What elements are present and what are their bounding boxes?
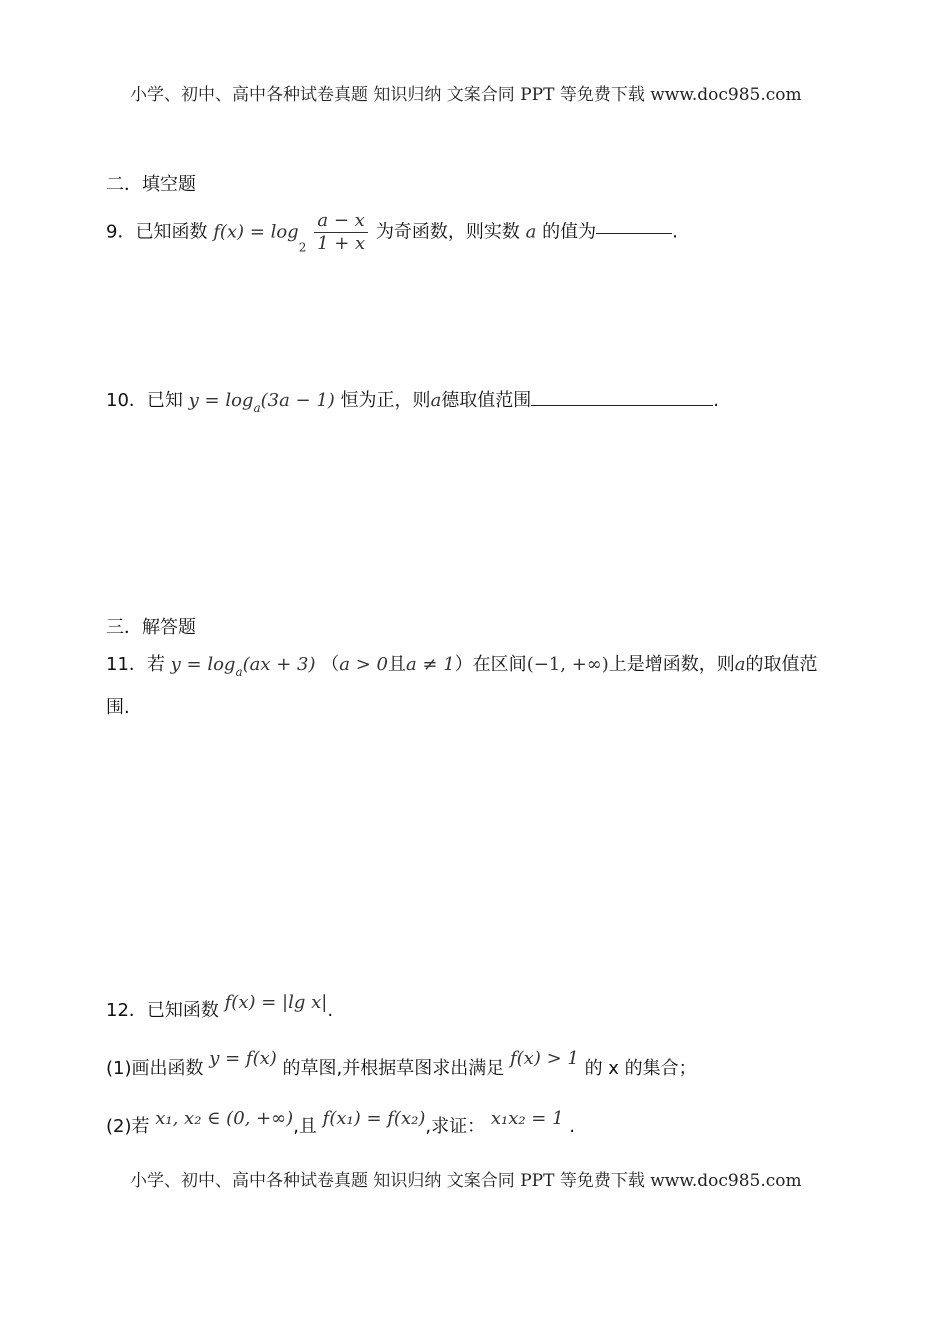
q10-text2: 德取值范围 <box>441 390 532 411</box>
q10-answer-blank[interactable] <box>531 403 713 406</box>
section-title-answer: 三．解答题 <box>106 617 196 638</box>
q12-p2-goal: x₁x₂ = 1 <box>490 1108 564 1129</box>
q10-text1: 恒为正，则 <box>340 390 431 411</box>
q12-p1-expr: y = f(x) <box>209 1048 277 1069</box>
q9-numerator: a − x <box>314 212 368 233</box>
q11-var: a <box>734 654 746 675</box>
question-11 <box>106 656 818 678</box>
q12-p1-cond: f(x) > 1 <box>510 1048 579 1069</box>
q11-expr: y = log <box>170 654 236 675</box>
q9-denominator: 1 + x <box>317 233 366 254</box>
q11-arg: (ax + 3) <box>242 654 316 675</box>
q11-cond-close: ）在区间 <box>454 654 527 675</box>
question-12 <box>106 994 333 1020</box>
q10-expr: y = log <box>188 390 254 411</box>
q10-log-base: a <box>253 401 261 415</box>
q11-interval: (−1, +∞) <box>526 654 609 675</box>
q11-text2: 的取值范 <box>745 654 818 675</box>
q11-text1: 上是增函数，则 <box>608 654 735 675</box>
q9-function: f(x) = log <box>213 221 299 243</box>
q10-var: a <box>430 390 442 411</box>
q11-and: 且 <box>387 654 406 675</box>
q10-end: . <box>713 390 720 411</box>
q12-p1-end: 的 x 的集合； <box>584 1058 697 1079</box>
page-header: 小学、初中、高中各种试卷真题 知识归纳 文案合同 PPT 等免费下载 www.doc985.com <box>130 85 802 105</box>
q12-p2-prove: ,求证： <box>425 1116 486 1137</box>
q12-p2-end: . <box>569 1116 576 1137</box>
q9-end: . <box>672 221 678 243</box>
q12-p2-and: ,且 <box>293 1116 317 1137</box>
page-footer: 小学、初中、高中各种试卷真题 知识归纳 文案合同 PPT 等免费下载 www.doc985.com <box>130 1171 802 1191</box>
q9-var: a <box>525 221 537 243</box>
q12-function: f(x) = |lg x| <box>224 992 328 1013</box>
q12-p1-prefix: (1)画出函数 <box>106 1058 204 1079</box>
question-9 <box>106 212 678 254</box>
q9-log-base: 2 <box>298 240 307 255</box>
q11-line2: 围. <box>106 697 130 718</box>
q9-fraction <box>314 212 368 253</box>
q9-answer-blank[interactable] <box>596 231 672 234</box>
q9-text1: 为奇函数，则实数 <box>375 221 520 243</box>
q12-end: . <box>327 1000 334 1021</box>
q12-p2-eq: f(x₁) = f(x₂) <box>322 1108 426 1129</box>
q11-cond2: a ≠ 1 <box>405 654 455 675</box>
q10-prefix: 10．已知 <box>106 390 183 411</box>
q12-p1-text: 的草图,并根据草图求出满足 <box>282 1058 505 1079</box>
question-10 <box>106 392 719 414</box>
q11-prefix: 11．若 <box>106 654 165 675</box>
q11-cond-open: （ <box>321 654 340 675</box>
q12-p2-prefix: (2)若 <box>106 1116 150 1137</box>
q12-part1 <box>106 1050 697 1078</box>
q9-prefix: 9．已知函数 <box>106 221 208 243</box>
q12-prefix: 12．已知函数 <box>106 1000 219 1021</box>
q9-text2: 的值为 <box>542 221 597 243</box>
q11-log-base: a <box>235 665 243 679</box>
q12-p2-expr: x₁, x₂ ∈ (0, +∞) <box>155 1108 294 1129</box>
section-title-fill-in: 二．填空题 <box>106 174 196 195</box>
q12-part2 <box>106 1110 575 1136</box>
q10-arg: (3a − 1) <box>260 390 335 411</box>
q11-cond1: a > 0 <box>339 654 388 675</box>
